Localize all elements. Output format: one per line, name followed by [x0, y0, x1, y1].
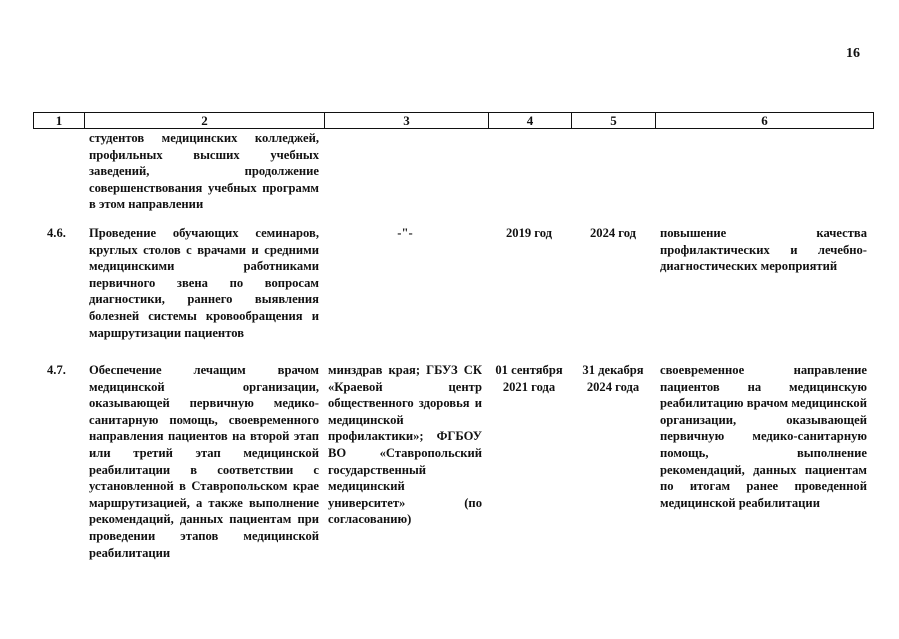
row-4-6-result: повышение качества профилактических и лечебно-диагностических мероприятий — [660, 226, 867, 274]
row-4-6-start-date: 2019 год — [505, 226, 553, 240]
header-col-6: 6 — [656, 113, 874, 129]
header-col-3: 3 — [325, 113, 489, 129]
header-col-4: 4 — [489, 113, 572, 129]
row-4-6-executor: -"- — [397, 226, 413, 240]
row-continued-measure: студентов медицинских колледжей, профильных высших учебных заведений, продолжение совершенствования учебных программ в этом направлении — [89, 131, 319, 212]
row-4-7-result: своевременное направление пациентов на медицинскую реабилитацию врачом медицинской организации, оказывающей первичную медико-санитарную помощь, выполнение рекомендаций, данных пациентам по итогам ранее проведенной медицинской реабилитации — [660, 363, 867, 510]
row-4-6-measure: Проведение обучающих семинаров, круглых столов с врачами и средними медицинскими работниками первичного звена по вопросам диагностики, раннего выявления болезней системы кровообращения и маршрутизации пациентов — [89, 226, 319, 340]
row-4-6-number: 4.6. — [47, 226, 66, 240]
header-col-2: 2 — [85, 113, 325, 129]
row-4-7-start-date: 01 сентября 2021 года — [495, 363, 563, 394]
row-4-7-measure: Обеспечение лечащим врачом медицинской организации, оказывающей первичную медико-санитарную помощь, своевременного направления пациентов на второй этап или третий этап медицинской реабилитации в соответствии с установленной в Ставропольском крае маршрутизацией, а также выполнение рекомендаций, данных пациентам при проведении этапов медицинской реабилитации — [89, 363, 319, 560]
header-col-1: 1 — [34, 113, 85, 129]
row-4-6-end-date: 2024 год — [589, 226, 637, 240]
header-row — [34, 113, 874, 129]
page-number: 16 — [846, 46, 860, 61]
row-4-7-number: 4.7. — [47, 363, 66, 377]
row-4-7-executor: минздрав края; ГБУЗ СК «Краевой центр общественного здоровья и медицинской профилактики»; ФГБОУ ВО «Ставропольский государственный медицинский университет» (по согласованию) — [328, 363, 482, 527]
row-4-7-end-date: 31 декабря 2024 года — [582, 363, 644, 394]
header-col-5: 5 — [572, 113, 656, 129]
column-number-header — [33, 112, 874, 129]
